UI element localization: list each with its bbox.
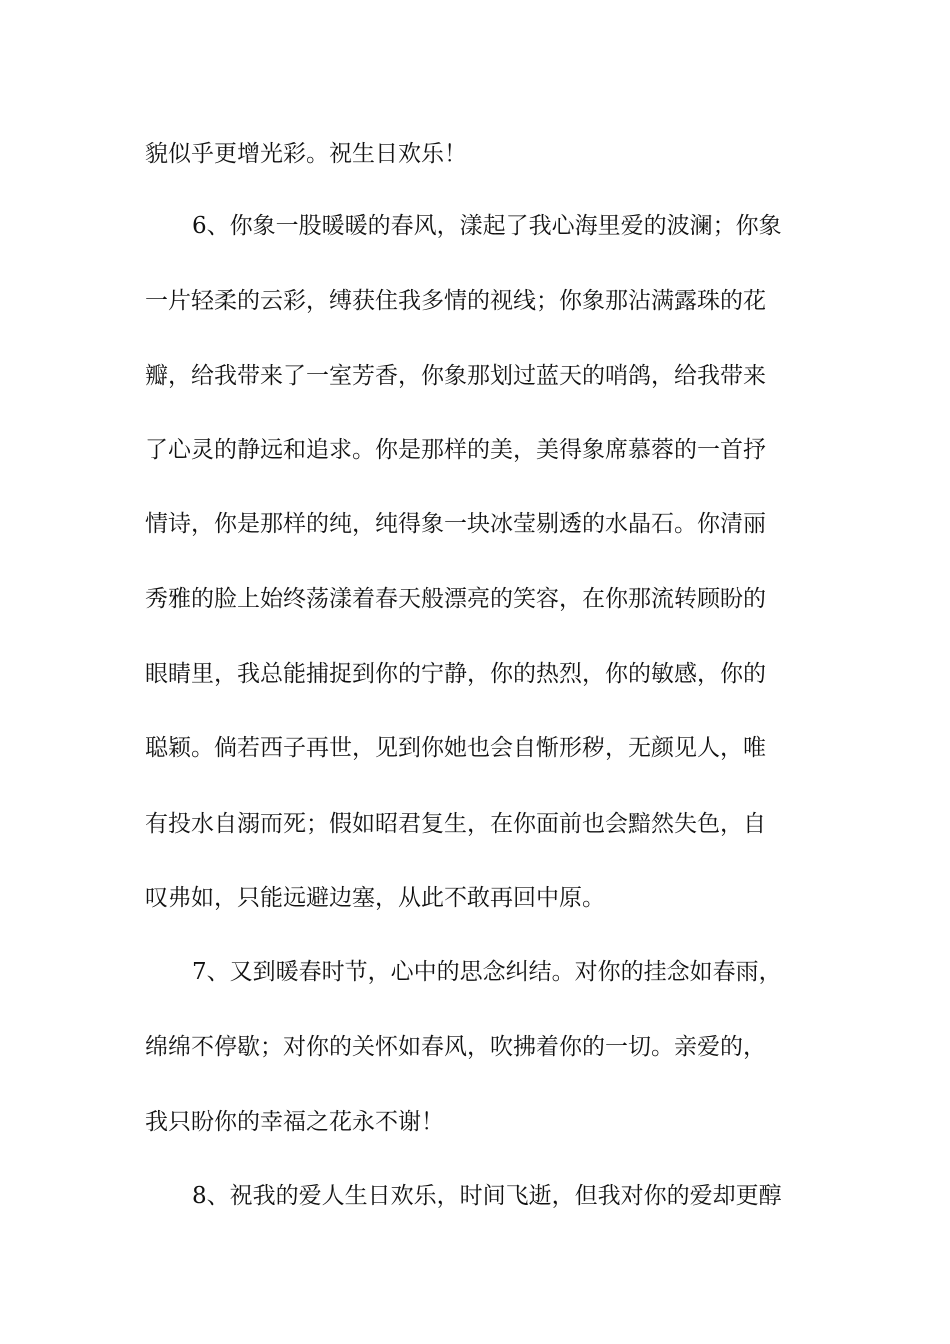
text-line: 叹弗如，只能远避边塞，从此不敢再回中原。 [145, 885, 605, 911]
text-line: 秀雅的脸上始终荡漾着春天般漂亮的笑容，在你那流转顾盼的 [145, 586, 766, 612]
text-line: 我只盼你的幸福之花永不谢！ [145, 1109, 444, 1135]
text-line: 情诗，你是那样的纯，纯得象一块冰莹剔透的水晶石。你清丽 [145, 511, 766, 537]
text-line: 有投水自溺而死；假如昭君复生，在你面前也会黯然失色，自 [145, 811, 766, 837]
text-line: 绵绵不停歇；对你的关怀如春风，吹拂着你的一切。亲爱的， [145, 1034, 766, 1060]
text-line: 瓣，给我带来了一室芳香，你象那划过蓝天的哨鸽，给我带来 [145, 363, 766, 389]
text-line: 了心灵的静远和追求。你是那样的美，美得象席慕蓉的一首抒 [145, 437, 766, 463]
text-line: 眼睛里，我总能捕捉到你的宁静，你的热烈，你的敏感，你的 [145, 661, 766, 687]
text-line: 聪颖。倘若西子再世，见到你她也会自惭形秽，无颜见人，唯 [145, 735, 766, 761]
text-line: 貌似乎更增光彩。祝生日欢乐！ [145, 141, 467, 167]
paragraph-8-start: 8、祝我的爱人生日欢乐，时间飞逝，但我对你的爱却更醇 [192, 1183, 782, 1209]
text-line: 一片轻柔的云彩，缚获住我多情的视线；你象那沾满露珠的花 [145, 288, 766, 314]
paragraph-7-start: 7、又到暖春时节，心中的思念纠结。对你的挂念如春雨， [192, 959, 782, 985]
paragraph-6-start: 6、你象一股暖暖的春风，漾起了我心海里爱的波澜；你象 [192, 213, 782, 239]
